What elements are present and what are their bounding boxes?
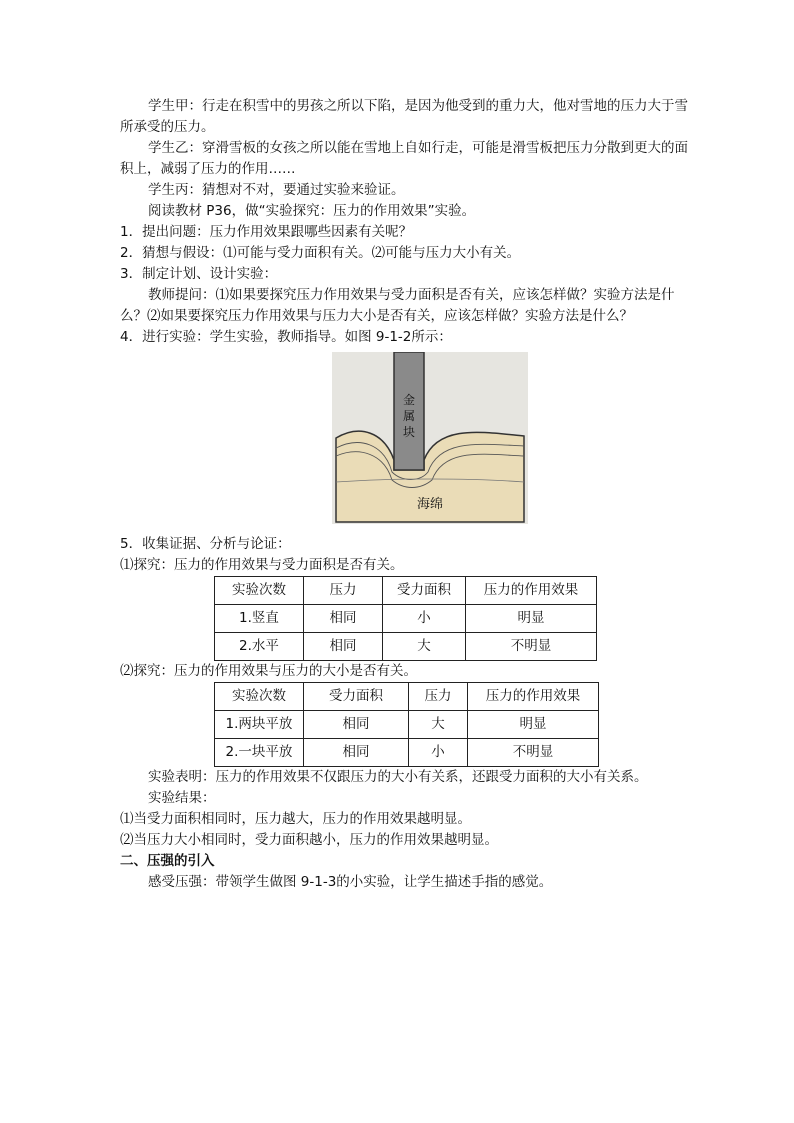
section-2-text: 感受压强：带领学生做图 9-1-3的小实验，让学生描述手指的感觉。 [148, 874, 553, 890]
inquiry-1-table [214, 576, 597, 661]
table-cell: 1.两块平放 [215, 711, 304, 739]
result-2: ⑵当压力大小相同时，受力面积越小，压力的作用效果越明显。 [120, 832, 498, 848]
block-label-char-1: 金 [402, 393, 416, 407]
step-4: 4．进行实验：学生实验，教师指导。如图 9-1-2所示： [120, 329, 452, 345]
table-cell: 相同 [304, 711, 409, 739]
table-header-cell: 压力 [304, 577, 383, 605]
paragraph-reading: 阅读教材 P36，做“实验探究：压力的作用效果”实验。 [148, 203, 476, 219]
table-cell: 不明显 [466, 633, 597, 661]
table-cell: 明显 [468, 711, 599, 739]
result-label: 实验结果： [148, 790, 216, 806]
step-5: 5．收集证据、分析与论证： [120, 536, 291, 552]
inquiry-2-table [214, 682, 599, 767]
table-row [215, 711, 599, 739]
table-cell: 相同 [304, 739, 409, 767]
table-cell: 相同 [304, 633, 383, 661]
table-header-cell: 压力的作用效果 [468, 683, 599, 711]
inquiry-2-title: ⑵探究：压力的作用效果与压力的大小是否有关。 [120, 663, 417, 679]
table-header-cell: 压力 [409, 683, 468, 711]
table-header-cell: 受力面积 [383, 577, 466, 605]
step-1: 1．提出问题：压力作用效果跟哪些因素有关呢？ [120, 224, 413, 240]
block-label-char-2: 属 [402, 409, 416, 423]
table-row [215, 739, 599, 767]
sponge-block-illustration [332, 352, 528, 524]
table-header-cell: 压力的作用效果 [466, 577, 597, 605]
table-cell: 相同 [304, 605, 383, 633]
table-cell: 明显 [466, 605, 597, 633]
table-cell: 小 [409, 739, 468, 767]
table-cell: 小 [383, 605, 466, 633]
table-cell: 大 [409, 711, 468, 739]
step-3: 3．制定计划、设计实验： [120, 266, 278, 282]
table-cell: 不明显 [468, 739, 599, 767]
table-row [215, 605, 597, 633]
table-header-cell: 实验次数 [215, 577, 304, 605]
document-page [120, 96, 692, 893]
table-cell: 1.竖直 [215, 605, 304, 633]
table-header-row [215, 577, 597, 605]
table-row [215, 633, 597, 661]
experiment-figure [332, 352, 528, 524]
block-label-char-3: 块 [402, 425, 416, 439]
conclusion-text: 实验表明：压力的作用效果不仅跟压力的大小有关系，还跟受力面积的大小有关系。 [148, 769, 648, 785]
sponge-label: 海绵 [416, 497, 444, 512]
paragraph-student-a: 学生甲：行走在积雪中的男孩之所以下陷，是因为他受到的重力大，他对雪地的压力大于雪所承受的压力。 [120, 98, 688, 135]
result-1: ⑴当受力面积相同时，压力越大，压力的作用效果越明显。 [120, 811, 471, 827]
table-cell: 大 [383, 633, 466, 661]
paragraph-student-c: 学生丙：猜想对不对，要通过实验来验证。 [148, 182, 405, 198]
step-2: 2．猜想与假设：⑴可能与受力面积有关。⑵可能与压力大小有关。 [120, 245, 521, 261]
table-cell: 2.一块平放 [215, 739, 304, 767]
table-header-cell: 受力面积 [304, 683, 409, 711]
paragraph-student-b: 学生乙：穿滑雪板的女孩之所以能在雪地上自如行走，可能是滑雪板把压力分散到更大的面积上，减弱了压力的作用…… [120, 140, 688, 177]
table-cell: 2.水平 [215, 633, 304, 661]
table-header-cell: 实验次数 [215, 683, 304, 711]
section-2-title: 二、压强的引入 [120, 853, 215, 869]
teacher-question: 教师提问：⑴如果要探究压力作用效果与受力面积是否有关，应该怎样做？实验方法是什么？⑵如果要探究压力作用效果与压力大小是否有关，应该怎样做？实验方法是什么？ [120, 287, 675, 324]
inquiry-1-title: ⑴探究：压力的作用效果与受力面积是否有关。 [120, 557, 404, 573]
table-header-row [215, 683, 599, 711]
